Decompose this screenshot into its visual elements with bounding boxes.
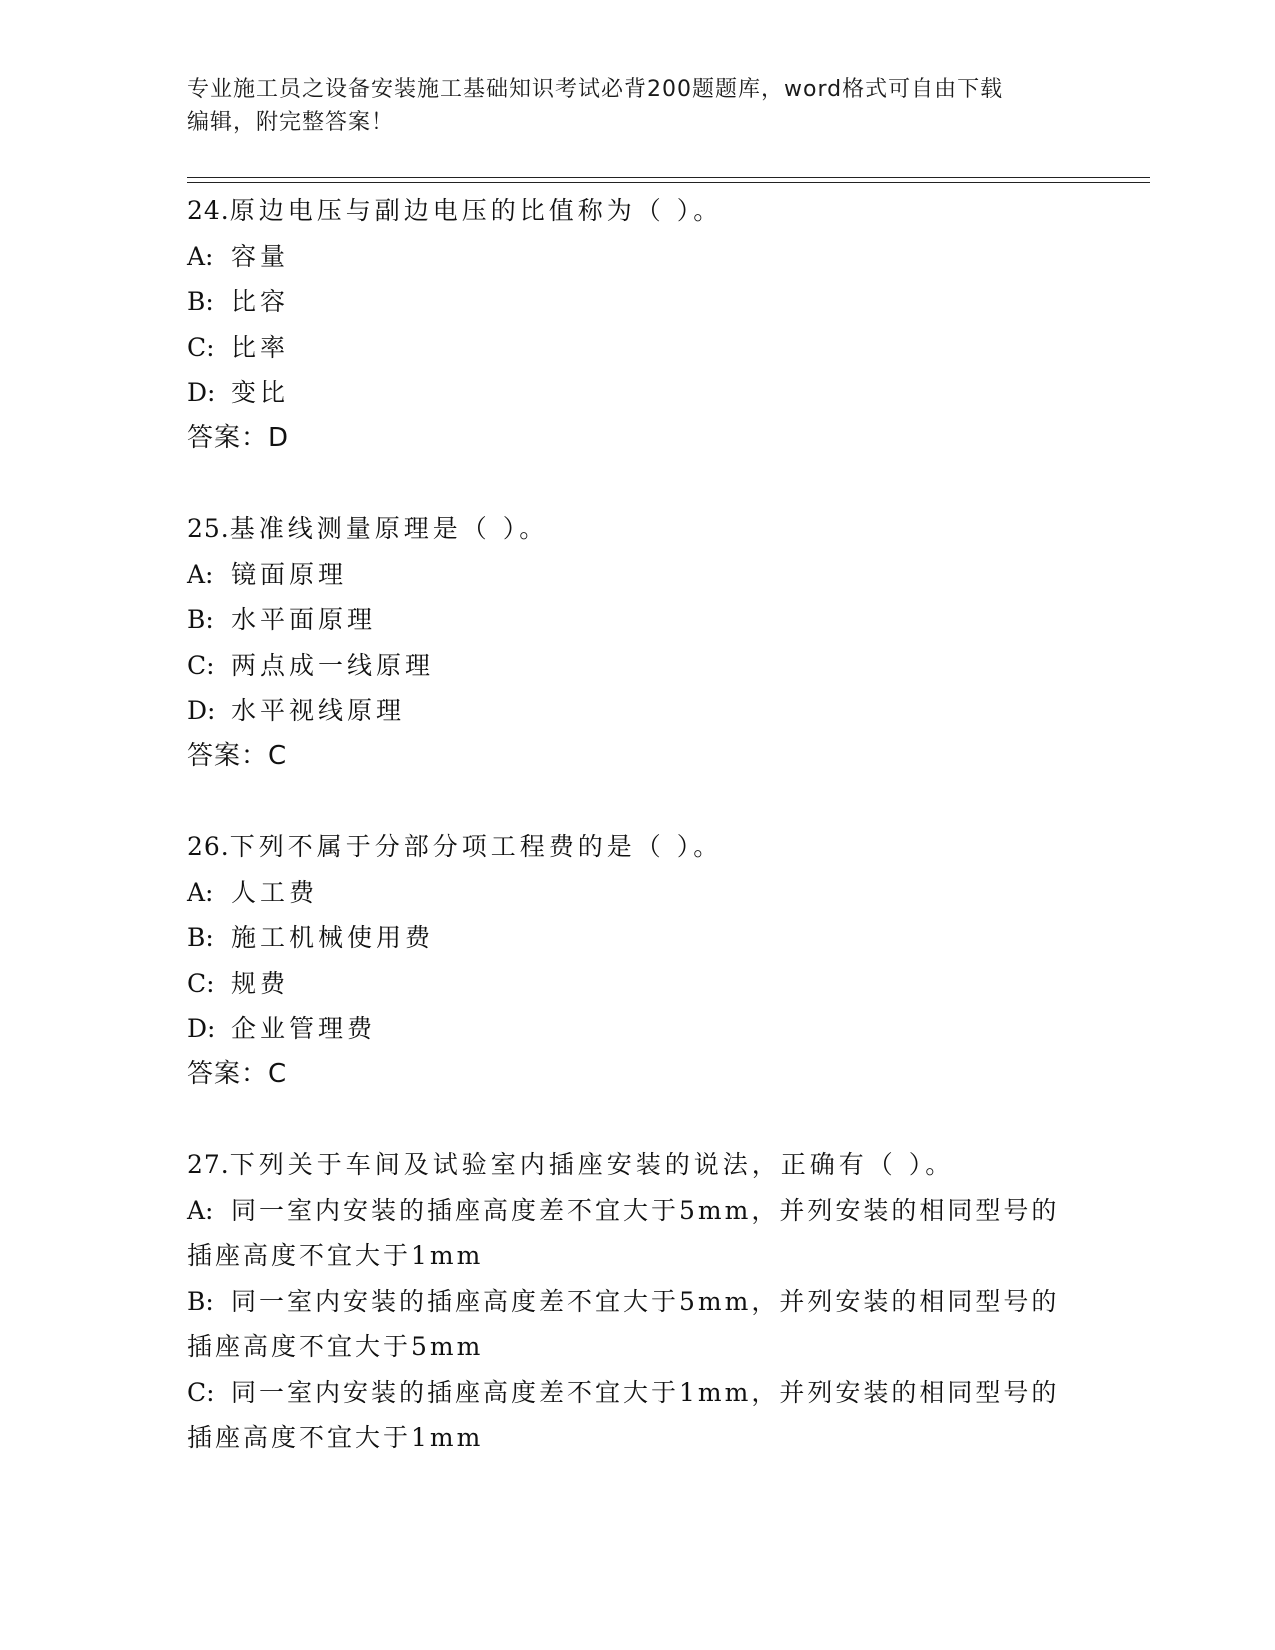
header-title-line-2: 编辑，附完整答案！ bbox=[187, 110, 395, 135]
option-letter: B: bbox=[187, 605, 214, 634]
option-b bbox=[187, 915, 1087, 961]
option-text: 同一室内安装的插座高度差不宜大于5mm，并列安装的相同型号的 bbox=[231, 1286, 1060, 1316]
option-text: 人工费 bbox=[231, 877, 319, 907]
option-letter: D: bbox=[187, 696, 216, 725]
answer-line: 答案：C bbox=[187, 740, 288, 771]
option-c bbox=[187, 961, 1087, 1007]
option-b bbox=[187, 279, 1087, 325]
option-b bbox=[187, 597, 1087, 643]
option-text: 镜面原理 bbox=[231, 559, 348, 589]
option-text: 水平视线原理 bbox=[231, 696, 406, 725]
question-number: 26. bbox=[187, 832, 230, 861]
option-text: 同一室内安装的插座高度差不宜大于1mm，并列安装的相同型号的 bbox=[231, 1377, 1060, 1407]
option-text-continued: 插座高度不宜大于1mm bbox=[187, 1423, 484, 1452]
question-stem bbox=[187, 188, 1087, 234]
option-text-continued: 插座高度不宜大于1mm bbox=[187, 1241, 484, 1270]
option-text: 比率 bbox=[231, 332, 290, 362]
option-letter: A: bbox=[187, 1195, 214, 1225]
option-d bbox=[187, 370, 1087, 416]
header-title-line-1: 专业施工员之设备安装施工基础知识考试必背200题题库，word格式可自由下载 bbox=[187, 77, 1004, 102]
option-d bbox=[187, 688, 1087, 734]
option-letter: C: bbox=[187, 968, 215, 998]
option-text: 两点成一线原理 bbox=[231, 650, 435, 680]
question-27 bbox=[187, 1142, 1087, 1461]
option-text-continued: 插座高度不宜大于5mm bbox=[187, 1332, 484, 1361]
question-text: 下列不属于分部分项工程费的是（ ）。 bbox=[229, 832, 723, 861]
option-text: 施工机械使用费 bbox=[231, 923, 435, 952]
question-text: 原边电压与副边电压的比值称为（ ）。 bbox=[229, 196, 723, 225]
option-a bbox=[187, 234, 1087, 280]
option-letter: B: bbox=[187, 287, 214, 316]
option-letter: A: bbox=[187, 559, 214, 589]
question-number: 27. bbox=[187, 1150, 230, 1179]
option-letter: C: bbox=[187, 332, 215, 362]
option-a bbox=[187, 1188, 1087, 1279]
answer-line: 答案：C bbox=[187, 1058, 288, 1089]
question-stem bbox=[187, 506, 1087, 552]
option-text: 同一室内安装的插座高度差不宜大于5mm，并列安装的相同型号的 bbox=[231, 1195, 1060, 1225]
question-25 bbox=[187, 506, 1087, 779]
option-letter: C: bbox=[187, 1377, 215, 1407]
option-d bbox=[187, 1006, 1087, 1052]
question-text: 基准线测量原理是（ ）。 bbox=[229, 514, 549, 543]
question-24 bbox=[187, 188, 1087, 461]
question-text: 下列关于车间及试验室内插座安装的说法，正确有（ ）。 bbox=[229, 1150, 955, 1179]
option-b bbox=[187, 1279, 1087, 1370]
option-text: 比容 bbox=[231, 287, 290, 316]
option-line bbox=[187, 1370, 1087, 1416]
option-letter: B: bbox=[187, 1286, 214, 1316]
option-line bbox=[187, 1188, 1087, 1234]
question-26 bbox=[187, 824, 1087, 1097]
question-stem bbox=[187, 1142, 1087, 1188]
option-letter: D: bbox=[187, 378, 216, 407]
option-letter: A: bbox=[187, 241, 214, 271]
option-letter: B: bbox=[187, 923, 214, 952]
option-c bbox=[187, 1370, 1087, 1461]
option-c bbox=[187, 325, 1087, 371]
question-number: 25. bbox=[187, 514, 230, 543]
option-letter: C: bbox=[187, 650, 215, 680]
option-text: 变比 bbox=[231, 378, 290, 407]
option-text: 规费 bbox=[231, 968, 290, 998]
question-list bbox=[187, 188, 1087, 1506]
header-divider-top bbox=[187, 177, 1150, 178]
option-text: 水平面原理 bbox=[231, 605, 377, 634]
option-text: 容量 bbox=[231, 241, 290, 271]
question-stem bbox=[187, 824, 1087, 870]
option-line bbox=[187, 1279, 1087, 1325]
option-a bbox=[187, 870, 1087, 916]
document-header bbox=[187, 73, 1067, 139]
option-text: 企业管理费 bbox=[231, 1014, 377, 1043]
answer-line: 答案：D bbox=[187, 422, 290, 453]
option-letter: D: bbox=[187, 1014, 216, 1043]
option-c bbox=[187, 643, 1087, 689]
option-a bbox=[187, 552, 1087, 598]
question-number: 24. bbox=[187, 196, 230, 225]
option-letter: A: bbox=[187, 877, 214, 907]
header-divider-bottom bbox=[187, 182, 1150, 183]
